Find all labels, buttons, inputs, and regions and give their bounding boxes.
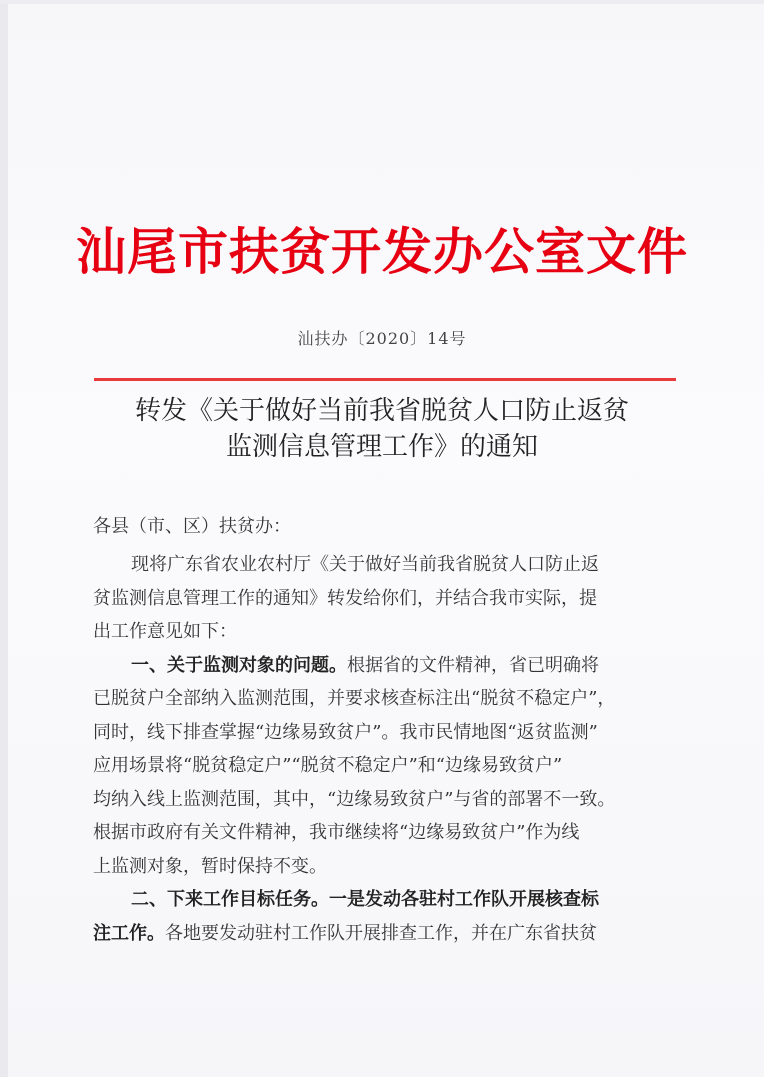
paragraph-2-line-3: 同时，线下排查掌握“边缘易致贫户”。我市民情地图“返贫监测” — [93, 721, 598, 743]
paragraph-1-line-1: 现将广东省农业农村厅《关于做好当前我省脱贫人口防止返 — [131, 554, 599, 575]
notice-title-line-1: 转发《关于做好当前我省脱贫人口防止返贫 — [134, 396, 629, 426]
paragraph-1-line-3: 出工作意见如下： — [93, 621, 237, 642]
paragraph-2-line-6: 根据市政府有关文件精神，我市继续将“边缘易致贫户”作为线 — [93, 822, 580, 843]
paragraph-2-line-1-text: 根据省的文件精神，省已明确将 — [347, 654, 599, 676]
document-header-title: 汕尾市扶贫开发办公室文件 — [76, 222, 688, 281]
scan-edge-top — [0, 0, 764, 4]
red-separator-line — [94, 378, 676, 381]
paragraph-3-line-1-text: 一是发动各驻村工作队开展核查标 — [329, 889, 599, 910]
document-number: 汕扶办〔2020〕14号 — [297, 329, 467, 348]
salutation: 各县（市、区）扶贫办： — [93, 516, 291, 537]
section-2-heading: 二、下来工作目标任务。 — [131, 889, 329, 910]
paragraph-2-line-5: 均纳入线上监测范围，其中，“边缘易致贫户”与省的部署不一致。 — [93, 788, 616, 810]
paragraph-3-line-2-bold: 注工作。 — [93, 922, 165, 944]
paragraph-3-line-2 — [93, 917, 693, 951]
notice-title — [0, 393, 764, 465]
scan-edge-left — [0, 0, 8, 1077]
paragraph-2-line-2: 已脱贫户全部纳入监测范围，并要求核查标注出“脱贫不稳定户”， — [93, 688, 616, 709]
paragraph-2-line-1 — [93, 649, 693, 683]
section-1-heading: 一、关于监测对象的问题。 — [131, 654, 347, 676]
paragraph-3-line-2-text: 各地要发动驻村工作队开展排查工作，并在广东省扶贫 — [165, 922, 597, 944]
paragraph-2-line-4: 应用场景将“脱贫稳定户”“脱贫不稳定户”和“边缘易致贫户” — [93, 755, 563, 776]
notice-title-line-2: 监测信息管理工作》的通知 — [225, 432, 538, 462]
paragraph-2-line-7: 上监测对象，暂时保持不变。 — [93, 855, 327, 877]
paragraph-1-line-2: 贫监测信息管理工作的通知》转发给你们，并结合我市实际，提 — [93, 587, 597, 609]
paragraph-3-line-1 — [93, 883, 693, 917]
document-body — [93, 506, 693, 950]
